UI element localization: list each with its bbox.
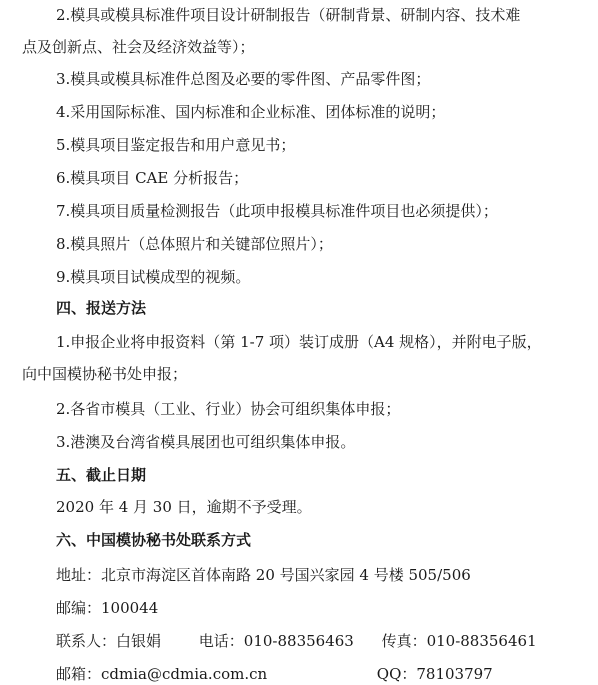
list-item-2-line2: 点及创新点、社会及经济效益等）；: [22, 38, 255, 56]
contact-person: 联系人：白银娟: [56, 632, 162, 650]
list-item-5: 5.模具项目鉴定报告和用户意见书；: [56, 136, 296, 154]
list-item-8: 8.模具照片（总体照片和关键部位照片）；: [56, 235, 333, 253]
contact-fax: 传真：010-88356461: [381, 632, 537, 650]
submission-item-1-line1: 1.申报企业将申报资料（第 1-7 项）装订成册（A4 规格），并附电子版，: [56, 333, 542, 351]
contact-qq: QQ：78103797: [376, 665, 493, 683]
section-heading-deadline: 五、截止日期: [56, 466, 147, 484]
list-item-6: 6.模具项目 CAE 分析报告；: [56, 169, 249, 187]
list-item-9: 9.模具项目试模成型的视频。: [56, 268, 251, 286]
submission-item-3: 3.港澳及台湾省模具展团也可组织集体申报。: [56, 433, 356, 451]
list-item-7: 7.模具项目质量检测报告（此项申报模具标准件项目也必须提供）；: [56, 202, 498, 220]
contact-address: 地址：北京市海淀区首体南路 20 号国兴家园 4 号楼 505/506: [56, 566, 471, 584]
list-item-3: 3.模具或模具标准件总图及必要的零件图、产品零件图；: [56, 70, 431, 88]
contact-postcode: 邮编：100044: [56, 599, 159, 617]
contact-row-2: [0, 663, 598, 685]
deadline-text: 2020 年 4 月 30 日，逾期不予受理。: [56, 498, 312, 516]
contact-row: [0, 630, 598, 652]
contact-email: 邮箱：cdmia@cdmia.com.cn: [56, 665, 268, 683]
submission-item-2: 2.各省市模具（工业、行业）协会可组织集体申报；: [56, 400, 401, 418]
list-item-4: 4.采用国际标准、国内标准和企业标准、团体标准的说明；: [56, 103, 446, 121]
list-item-2-line1: 2.模具或模具标准件项目设计研制报告（研制背景、研制内容、技术难: [56, 6, 521, 24]
contact-phone: 电话：010-88356463: [198, 632, 354, 650]
section-heading-contact: 六、中国模协秘书处联系方式: [56, 531, 252, 549]
section-heading-submission: 四、报送方法: [56, 299, 147, 317]
submission-item-1-line2: 向中国模协秘书处申报；: [22, 365, 188, 383]
